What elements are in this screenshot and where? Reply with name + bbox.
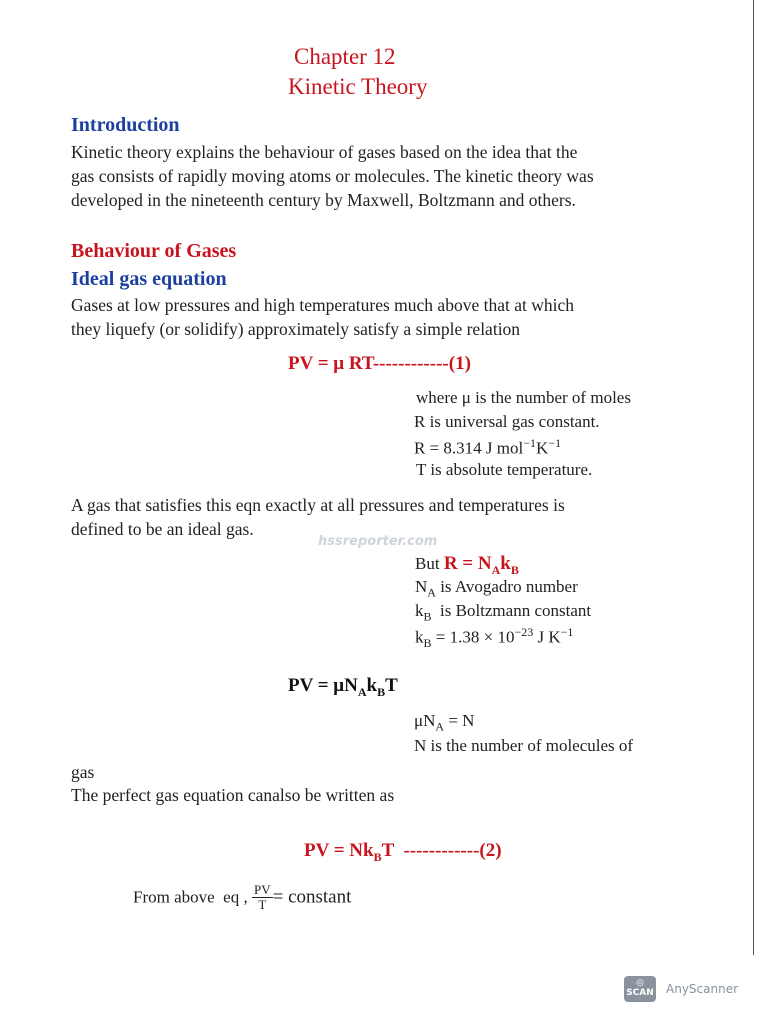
pv-mu-na: PV = μN (288, 675, 358, 696)
gas-constant-note: R is universal gas constant. (414, 412, 600, 431)
r-value-text: R = 8.314 J mol (414, 438, 524, 458)
anyscanner-icon (624, 976, 656, 1002)
pv-k: k (366, 675, 378, 696)
mu-na-rest: = N (444, 711, 475, 730)
mu-na-symbol: μN (414, 711, 436, 730)
kb-sub: B (423, 609, 432, 624)
kb-symbol: k (415, 601, 424, 620)
pv-t: T (385, 675, 398, 696)
pv-sub-b: B (377, 684, 386, 699)
final-suffix: = constant (272, 886, 352, 908)
r-eq-k: k (500, 553, 511, 574)
kb-value-symbol: k (415, 627, 424, 647)
but-label: But (415, 554, 440, 573)
equation-2 (285, 818, 502, 887)
avogadro-note (415, 577, 578, 600)
final-relation (133, 883, 351, 912)
pv-munakbt-equation (288, 675, 398, 700)
kb-value-exponent: −23 (514, 625, 534, 639)
boltzmann-value (415, 625, 573, 651)
behaviour-line-1: Gases at low pressures and high temperatures much above that at which (71, 295, 574, 315)
equation-1: PV = μ RT------------(1) (288, 353, 471, 374)
na-symbol: N (415, 577, 428, 596)
scan-icon-glyph: ◎ (636, 978, 644, 988)
chapter-title: Kinetic Theory (288, 74, 428, 99)
kb-value-unit-exponent: −1 (560, 625, 574, 639)
r-eq-sub-a: A (491, 562, 501, 577)
intro-line-3: developed in the nineteenth century by Maxwell, Boltzmann and others. (71, 190, 576, 210)
kb-text: is Boltzmann constant (431, 601, 592, 620)
r-eq-sub-b: B (510, 562, 519, 577)
eq2-main: PV = Nk (304, 840, 374, 861)
introduction-heading: Introduction (71, 114, 180, 136)
intro-line-2: gas consists of rapidly moving atoms or molecules. The kinetic theory was (71, 166, 594, 186)
boltzmann-note (415, 601, 591, 624)
gas-word: gas (71, 762, 95, 782)
r-value-sup-1: −1 (523, 436, 537, 450)
final-prefix: From above eq , (133, 887, 248, 907)
r-nakb-equation (443, 553, 519, 577)
temperature-note: T is absolute temperature. (416, 460, 593, 479)
boltzmann-relation (415, 553, 519, 578)
intro-line-1: Kinetic theory explains the behaviour of gases based on the idea that the (71, 142, 578, 162)
kb-value-number: = 1.38 × 10 (431, 627, 515, 647)
scan-icon-label: SCAN (626, 988, 654, 998)
molecules-note: N is the number of molecules of (414, 736, 634, 755)
ideal-gas-line-1: A gas that satisfies this eqn exactly at all pressures and temperatures is (71, 495, 565, 515)
pv-over-t-fraction (252, 883, 273, 912)
na-sub: A (427, 585, 436, 600)
kb-value-sub: B (423, 636, 432, 651)
fraction-denominator: T (258, 897, 267, 912)
page-edge-line (753, 0, 754, 955)
ideal-gas-heading: Ideal gas equation (71, 268, 227, 290)
r-value-sup-2: −1 (548, 436, 562, 450)
pv-sub-a: A (357, 684, 367, 699)
fraction-numerator: PV (253, 882, 271, 897)
watermark: hssreporter.com (318, 534, 438, 549)
mu-na-equals-n (414, 711, 474, 734)
r-value (414, 436, 561, 459)
na-text: is Avogadro number (435, 577, 578, 596)
r-value-kelvin: K (536, 438, 549, 458)
ideal-gas-line-2: defined to be an ideal gas. (71, 519, 254, 539)
r-eq-text: R = N (443, 553, 492, 574)
anyscanner-brand: AnyScanner (666, 982, 739, 996)
kb-value-unit: J K (533, 627, 561, 647)
behaviour-heading: Behaviour of Gases (71, 240, 237, 262)
chapter-number: Chapter 12 (294, 44, 396, 69)
perfect-gas-line: The perfect gas equation canalso be written as (71, 785, 395, 805)
moles-note: where μ is the number of moles (416, 388, 631, 407)
eq2-sub: B (373, 849, 382, 864)
eq2-rest: T ------------(2) (381, 840, 502, 861)
mu-na-sub: A (435, 719, 445, 734)
behaviour-line-2: they liquefy (or solidify) approximately satisfy a simple relation (71, 319, 521, 339)
